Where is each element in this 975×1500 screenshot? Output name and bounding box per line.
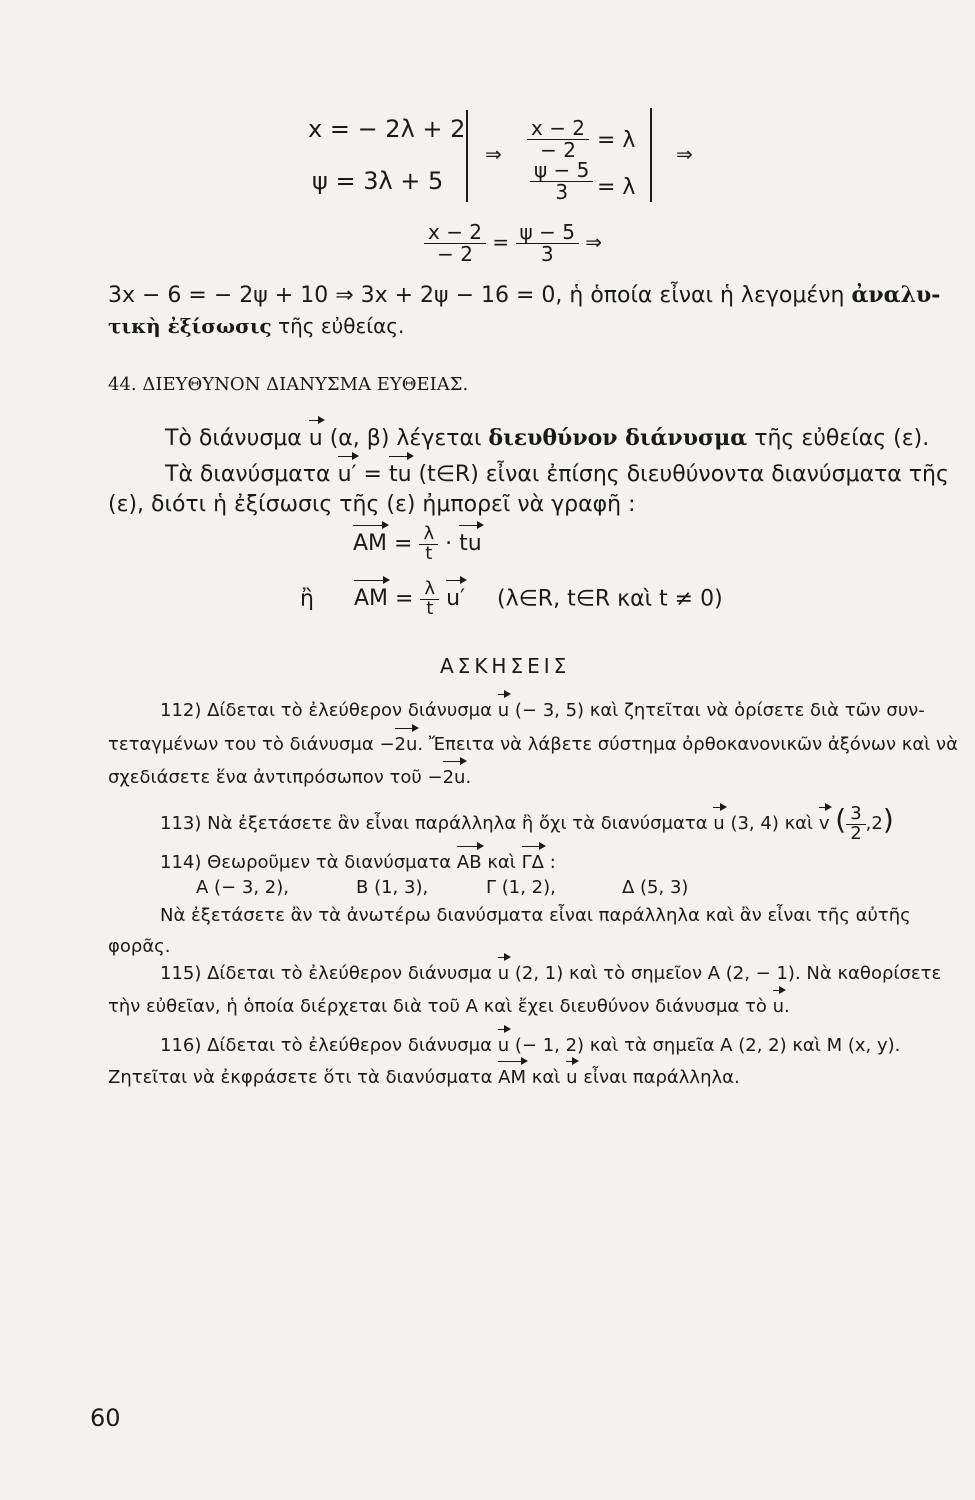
- exercise-112-line-3: σχεδιάσετε ἕνα ἀντιπρόσωπον τοῦ −2u.: [108, 767, 472, 788]
- exercise-113: 113) Νὰ ἐξετάσετε ἂν εἶναι παράλληλα ἢ ὄχι τὰ διανύσματα u (3, 4) καὶ v ( $\frac{3}{2}$ ,2): [160, 802, 894, 844]
- implies-arrow-2: ⇒: [676, 142, 693, 166]
- implies-arrow-1: ⇒: [485, 142, 502, 166]
- left-brace: [466, 110, 468, 202]
- right-brace: [650, 108, 652, 202]
- point-a: A (− 3, 2),: [196, 877, 289, 898]
- exercise-116-line-2: Ζητεῖται νὰ ἐκφράσετε ὅτι τὰ διανύσματα AM καὶ u εἶναι παράλληλα.: [108, 1067, 740, 1088]
- equation-psi: ψ = 3λ + 5: [312, 167, 444, 195]
- exercise-112: 112) Δίδεται τὸ ἐλεύθερον διάνυσμα u (− 3, 5) καὶ ζητεῖται νὰ ὁρίσετε διὰ τῶν συν-: [160, 700, 925, 721]
- direction-vectors-line-2: (ε), διότι ἡ ἐξίσωσις τῆς (ε) ἠμπορεῖ νὰ γραφῆ :: [108, 492, 636, 517]
- direction-vectors-line: Τὰ διανύσματα u′ = tu (t∈R) εἶναι ἐπίσης διευθύνοντα διανύσματα τῆς: [165, 462, 949, 487]
- exercise-115: 115) Δίδεται τὸ ἐλεύθερον διάνυσμα u (2, 1) καὶ τὸ σημεῖον A (2, − 1). Νὰ καθορίσετε: [160, 963, 942, 984]
- exercise-115-line-2: τὴν εὐθεῖαν, ἡ ὁποία διέρχεται διὰ τοῦ A καὶ ἔχει διευθύνον διάνυσμα τὸ u.: [108, 996, 790, 1017]
- point-g: Γ (1, 2),: [486, 877, 556, 898]
- point-d: Δ (5, 3): [622, 877, 689, 898]
- point-b: B (1, 3),: [356, 877, 429, 898]
- equation-x: x = − 2λ + 2: [308, 115, 466, 143]
- exercise-112-line-2: τεταγμένων του τὸ διάνυσμα −2u. Ἔπειτα νὰ λάβετε σύστημα ὀρθοκανονικῶν ἀξόνων καὶ νὰ: [108, 734, 958, 755]
- exercise-116: 116) Δίδεται τὸ ἐλεύθερον διάνυσμα u (− 1, 2) καὶ τὰ σημεῖα A (2, 2) καὶ M (x, y).: [160, 1035, 901, 1056]
- section-heading: 44. ΔΙΕΥΘΥΝΟΝ ΔΙΑΝΥΣΜΑ ΕΥΘΕΙΑΣ.: [108, 374, 469, 395]
- combined-equation: $\frac{x - 2}{- 2}$ = $\frac{\psi - 5}{3}$ ⇒: [424, 222, 602, 265]
- exercise-114: 114) Θεωροῦμεν τὰ διανύσματα AB καὶ ΓΔ :: [160, 852, 556, 873]
- conclusion-line-1: 3x − 6 = − 2ψ + 10 ⇒ 3x + 2ψ − 16 = 0, ἡ ὁποία εἶναι ἡ λεγομένη ἀναλυ-: [108, 282, 941, 308]
- exercise-114-question: Νὰ ἐξετάσετε ἂν τὰ ἀνωτέρω διανύσματα εἶναι παράλληλα καὶ ἂν εἶναι τῆς αὐτῆς: [160, 905, 911, 926]
- definition-paragraph: Τὸ διάνυσμα u (α, β) λέγεται διευθύνον διάνυσμα τῆς εὐθείας (ε).: [165, 425, 930, 451]
- exercises-title: ΑΣΚΗΣΕΙΣ: [440, 654, 571, 678]
- ratio-x: $\frac{x - 2}{- 2}$: [527, 118, 589, 161]
- conclusion-line-2: τικὴ ἐξίσωσις τῆς εὐθείας.: [108, 314, 405, 338]
- formula-1: AM = $\frac{\lambda}{t}$ · tu: [353, 523, 482, 564]
- ratio-psi-rhs: = λ: [597, 175, 636, 200]
- page-number: 60: [90, 1404, 121, 1432]
- formula-2: ἢ AM = $\frac{\lambda}{t}$ u′ (λ∈R, t∈R καὶ t ≠ 0): [300, 578, 723, 619]
- ratio-x-rhs: = λ: [597, 128, 636, 153]
- exercise-114-question-2: φορᾶς.: [108, 936, 171, 957]
- ratio-psi: $\frac{\psi - 5}{3}$: [530, 160, 593, 203]
